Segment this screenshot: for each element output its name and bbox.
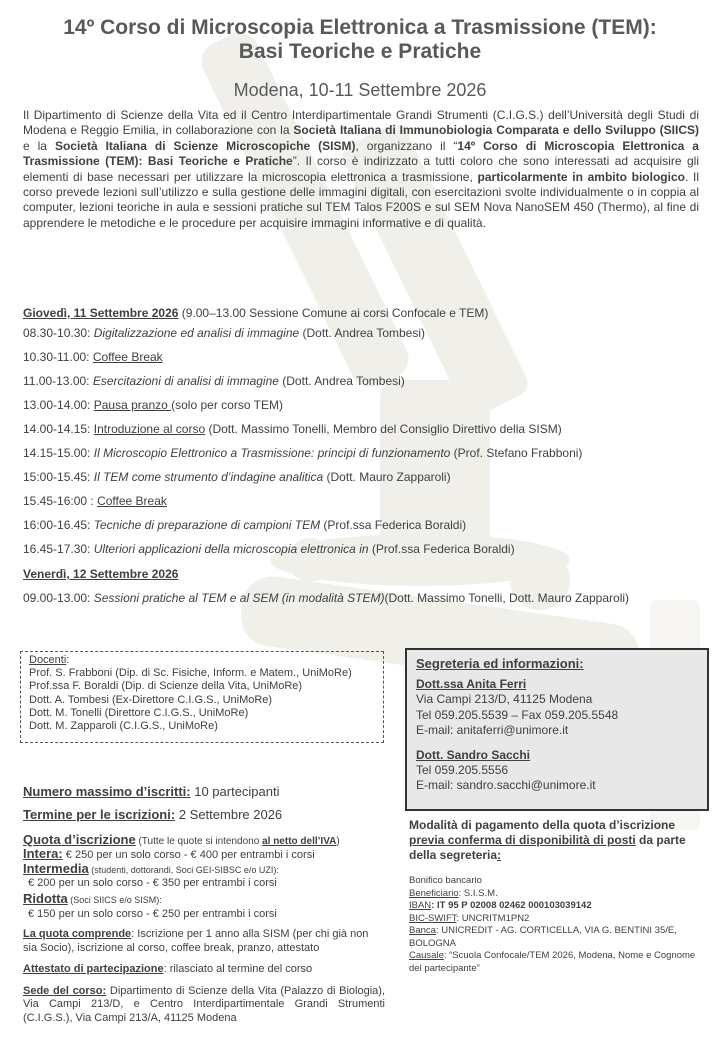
beneficiario bbox=[409, 888, 704, 901]
quota-intermedia bbox=[23, 862, 385, 877]
termine-iscrizioni bbox=[23, 807, 385, 822]
causale-value: : “Scuola Confocale/TEM 2026, Modena, Nome e Cognome del partecipante” bbox=[409, 950, 696, 974]
title-line-1: 14º Corso di Microscopia Elettronica a Trasmissione (TEM): bbox=[63, 16, 657, 39]
schedule-time: 15:00-15.45: bbox=[23, 470, 94, 484]
causale bbox=[409, 950, 704, 975]
schedule-topic: Ulteriori applicazioni della microscopia elettronica in bbox=[93, 542, 369, 556]
deadline-value: 2 Settembre 2026 bbox=[175, 807, 283, 822]
bic-label: BIC-SWIFT bbox=[409, 912, 457, 924]
schedule-speaker: (Prof.ssa Federica Boraldi) bbox=[368, 542, 515, 556]
schedule-topic: Esercitazioni di analisi di immagine bbox=[92, 374, 279, 388]
schedule-speaker: (solo per corso TEM) bbox=[171, 398, 283, 412]
schedule-item bbox=[23, 374, 405, 389]
schedule-speaker: (Dott. Andrea Tombesi) bbox=[278, 374, 405, 388]
bonifico: Bonifico bancario bbox=[409, 875, 482, 886]
schedule-day2-heading bbox=[23, 567, 178, 582]
contact-phone: Tel 059.205.5539 – Fax 059.205.5548 bbox=[416, 707, 619, 722]
schedule-topic: Il TEM come strumento d’indagine analitica bbox=[93, 470, 324, 484]
iscrizioni-block bbox=[23, 784, 385, 1025]
schedule-topic: Digitalizzazione ed analisi di immagine bbox=[93, 326, 300, 340]
quota-note: ) bbox=[336, 836, 340, 847]
bic-value: : UNCRITM1PN2 bbox=[456, 912, 530, 924]
schedule-item bbox=[23, 446, 582, 461]
banca-value: : UNICREDIT - AG. CORTICELLA, VIA G. BENTINI 35/E, BOLOGNA bbox=[409, 925, 677, 949]
banca bbox=[409, 925, 704, 950]
schedule-item bbox=[23, 494, 167, 509]
contact-name: Dott. Sandro Sacchi bbox=[416, 748, 531, 763]
schedule-item bbox=[23, 542, 515, 557]
day1-note: (9.00–13.00 Sessione Comune ai corsi Confocale e TEM) bbox=[178, 306, 489, 320]
pagamento-block bbox=[409, 818, 704, 975]
intermedia-value: € 200 per un solo corso - € 350 per entrambi i corsi bbox=[28, 877, 277, 889]
schedule-time: 14.15-15.00: bbox=[23, 446, 94, 460]
schedule-time: 10.30-11.00: bbox=[23, 350, 93, 364]
iban-label: IBAN bbox=[409, 900, 432, 911]
docenti-line: Dott. M. Zapparoli (C.I.G.S., UniMoRe) bbox=[29, 720, 218, 733]
bic-swift bbox=[409, 913, 704, 926]
intro-text: Il Dipartimento di Scienze della Vita ed il Centro Interdipartimentale Grandi Strumenti (C.I.G.S.) dell’Università degli Studi di Modena e Reggio Emilia, in collaborazione con la bbox=[23, 108, 699, 138]
schedule-item bbox=[23, 518, 466, 533]
iban bbox=[409, 900, 704, 913]
schedule-speaker: (Dott. Massimo Tonelli, Dott. Mauro Zapparoli) bbox=[384, 591, 630, 605]
schedule-item bbox=[23, 422, 562, 437]
schedule-time: 16:00-16.45: bbox=[23, 518, 94, 532]
attestato-value: : rilasciato al termine del corso bbox=[163, 963, 313, 975]
schedule-item bbox=[23, 591, 629, 606]
intera-label: Intera: bbox=[23, 846, 63, 861]
sede-corso bbox=[23, 985, 385, 1026]
intro-bold: Società Italiana di Scienze Microscopiche (SISM) bbox=[54, 138, 356, 153]
max-iscritti bbox=[23, 784, 385, 799]
quota-note-bold: al netto dell’IVA bbox=[262, 836, 337, 847]
ridotta-value: € 150 per un solo corso - € 250 per entrambi i corsi bbox=[28, 907, 277, 920]
ridotta-label: Ridotta bbox=[23, 890, 68, 906]
schedule-time: 15.45-16:00 : bbox=[23, 494, 98, 508]
schedule-topic: Il Microscopio Elettronico a Trasmissione: principi di funzionamento bbox=[93, 446, 451, 460]
schedule-item bbox=[23, 350, 163, 365]
max-value: 10 partecipanti bbox=[190, 784, 280, 799]
attestato bbox=[23, 963, 385, 977]
schedule-speaker: (Prof. Stefano Frabboni) bbox=[450, 446, 583, 460]
pagamento-details bbox=[409, 875, 704, 975]
quota-intera bbox=[23, 847, 385, 862]
beneficiario-value: : S.I.S.M. bbox=[458, 887, 498, 899]
intro-bold: Società Italiana di Immunobiologia Comparata e dello Sviluppo (SIICS) bbox=[293, 123, 700, 138]
page-title bbox=[0, 16, 720, 64]
contact-address: Via Campi 213/D, 41125 Modena bbox=[416, 692, 593, 707]
day1-label: Giovedì, 11 Settembre 2026 bbox=[23, 306, 179, 320]
contact-phone: Tel 059.205.5556 bbox=[416, 763, 509, 778]
schedule-time: 11.00-13.00: bbox=[23, 374, 93, 388]
contact-email[interactable]: E-mail: anitaferri@unimore.it bbox=[416, 722, 569, 737]
contact-name: Dott.ssa Anita Ferri bbox=[416, 677, 527, 692]
schedule-time: 13.00-14.00: bbox=[23, 398, 94, 412]
beneficiario-label: Beneficiario bbox=[409, 887, 459, 899]
intera-value: € 250 per un solo corso - € 400 per entrambi i corsi bbox=[62, 849, 315, 861]
schedule-topic: Coffee Break bbox=[97, 494, 167, 508]
intro-text: e la bbox=[23, 138, 55, 153]
quota-heading bbox=[23, 832, 385, 847]
quota-comprende bbox=[23, 928, 385, 955]
comprende-label: La quota comprende bbox=[23, 928, 132, 940]
schedule-speaker: (Dott. Mauro Zapparoli) bbox=[323, 470, 451, 484]
schedule-time: 09.00-13.00: bbox=[23, 591, 94, 605]
schedule-topic: Coffee Break bbox=[92, 350, 163, 364]
docenti-colon: : bbox=[66, 654, 70, 666]
schedule-speaker: (Dott. Andrea Tombesi) bbox=[299, 326, 426, 340]
docenti-line: Prof. S. Frabboni (Dip. di Sc. Fisiche, Inform. e Matem., UniMoRe) bbox=[29, 667, 352, 680]
deadline-label: Termine per le iscrizioni: bbox=[23, 807, 176, 822]
intro-bold: 14º Corso di Microscopia Elettronica a Trasmissione (TEM): Basi Teoriche e Pratiche bbox=[23, 138, 699, 169]
schedule-item bbox=[23, 470, 451, 485]
schedule-day1-heading bbox=[23, 306, 488, 321]
intro-paragraph bbox=[23, 108, 699, 231]
docenti-line: Dott. A. Tombesi (Ex-Direttore C.I.G.S., UniMoRe) bbox=[29, 693, 273, 706]
intermedia-note: (studenti, dottorandi, Soci GEI-SIBSC e/o UZI): bbox=[88, 865, 279, 875]
quota-label: Quota d’iscrizione bbox=[23, 832, 136, 847]
quota-note: (Tutte le quote si intendono bbox=[135, 836, 263, 847]
iban-value: : IT 95 P 02008 02462 000103039142 bbox=[431, 900, 592, 911]
pay-head-underlined: previa conferma di disponibilità di posti bbox=[409, 833, 636, 847]
docenti-line: Dott. M. Tonelli (Direttore C.I.G.S., UniMoRe) bbox=[29, 706, 249, 719]
schedule-time: 08.30-10.30: bbox=[23, 326, 94, 340]
contact-email[interactable]: E-mail: sandro.sacchi@unimore.it bbox=[416, 778, 596, 793]
pay-head-text: da parte della segreteria bbox=[409, 833, 686, 862]
max-label: Numero massimo d’iscritti: bbox=[23, 784, 191, 799]
intermedia-label: Intermedia bbox=[23, 861, 89, 876]
schedule-speaker: (Dott. Massimo Tonelli, Membro del Consiglio Direttivo della SISM) bbox=[205, 422, 562, 436]
schedule-item bbox=[23, 326, 425, 341]
ridotta-note: (Soci SIICS e/o SISM): bbox=[67, 894, 162, 905]
pay-head-text: Modalità di pagamento della quota d’iscrizione bbox=[409, 818, 676, 832]
sede-label: Sede del corso: bbox=[23, 984, 107, 997]
title-line-2: Basi Teoriche e Pratiche bbox=[238, 40, 482, 63]
schedule-topic: Sessioni pratiche al TEM e al SEM (in modalità STEM) bbox=[93, 591, 385, 605]
attestato-label: Attestato di partecipazione bbox=[23, 963, 164, 975]
banca-label: Banca bbox=[409, 925, 436, 936]
schedule-topic: Tecniche di preparazione di campioni TEM bbox=[93, 518, 321, 532]
docenti-title: Docenti bbox=[29, 654, 67, 666]
day2-label: Venerdì, 12 Settembre 2026 bbox=[23, 567, 179, 581]
intro-bold: particolarmente in ambito biologico bbox=[477, 169, 685, 184]
sede-value: Dipartimento di Scienze della Vita (Palazzo di Biologia), Via Campi 213/D, e Centro Interdipartimentale Grandi Strumenti (C.I.G.S.), Via Campi 213/A, 41125 Modena bbox=[23, 984, 385, 1024]
causale-label: Causale bbox=[409, 950, 444, 961]
schedule-topic: Pausa pranzo bbox=[93, 398, 172, 412]
quota-ridotta bbox=[23, 891, 385, 908]
comprende-value: : Iscrizione per 1 anno alla SISM (per chi già non sia Socio), iscrizione al corso, coffee break, pranzo, attestato bbox=[23, 928, 369, 954]
segreteria-box bbox=[405, 648, 709, 811]
schedule-item bbox=[23, 398, 283, 413]
intro-text: ”. Il corso è indirizzato a tutti coloro che sono interessati ad acquisire gli elementi di base necessari per utilizzare la microscopia elettronica a trasmissione, bbox=[23, 154, 699, 184]
pagamento-heading bbox=[409, 818, 704, 863]
schedule-speaker: (Prof.ssa Federica Boraldi) bbox=[320, 518, 467, 532]
schedule-topic: Introduzione al corso bbox=[93, 422, 206, 436]
pay-head-colon: : bbox=[497, 848, 502, 862]
docenti-box bbox=[20, 651, 384, 743]
schedule-time: 14.00-14.15: bbox=[23, 422, 94, 436]
intro-text: . Il corso prevede lezioni sull’utilizzo e sulla gestione delle immagini digitali, con esercitazioni svolte individualmente o in coppia al computer, lezioni teoriche in aula e sessioni pratiche sul TEM Talos F200S e sul SEM Nova NanoSEM 450 (Thermo), al fine di apprendere le metodiche e le procedure per acquisire immagini informative e di qualità. bbox=[23, 169, 700, 230]
page-subtitle: Modena, 10-11 Settembre 2026 bbox=[233, 80, 487, 100]
intro-text: , organizzano il “ bbox=[355, 138, 458, 153]
segreteria-title: Segreteria ed informazioni: bbox=[416, 656, 584, 671]
docenti-line: Prof.ssa F. Boraldi (Dip. di Scienze della Vita, UniMoRe) bbox=[29, 680, 303, 693]
schedule-time: 16.45-17.30: bbox=[23, 542, 94, 556]
